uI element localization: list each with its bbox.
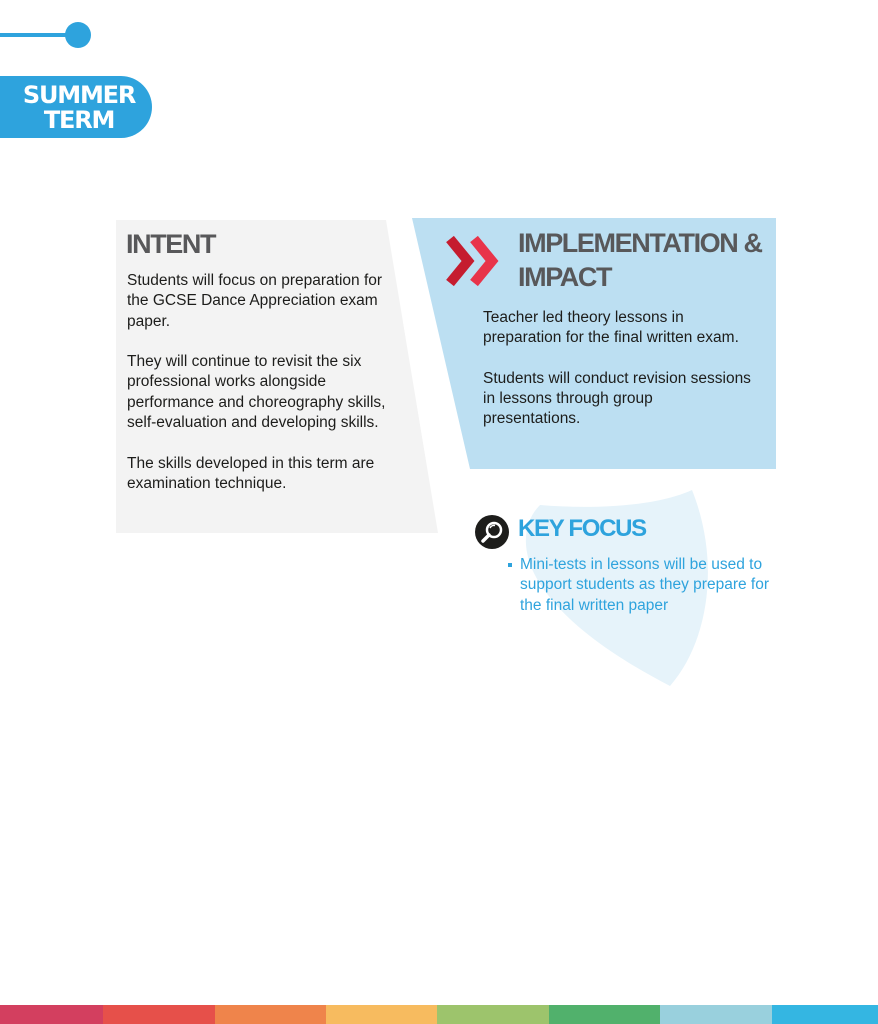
intent-paragraph: The skills developed in this term are examination technique.	[127, 454, 375, 492]
implementation-paragraph: Students will conduct revision sessions in lessons through group presentations.	[483, 369, 751, 428]
footer-segment	[437, 1005, 549, 1024]
term-label-line1: SUMMER	[22, 81, 136, 109]
term-label-line2: TERM	[43, 106, 115, 134]
intent-paragraph: Students will focus on preparation for the GCSE Dance Appreciation exam paper.	[127, 272, 383, 330]
footer-segment	[103, 1005, 215, 1024]
footer-segment	[0, 1005, 103, 1024]
intent-paragraph: They will continue to revisit the six professional works alongside performance and choreography skills, self-evaluation and developing skills.	[127, 353, 386, 432]
footer-color-bar	[0, 1005, 878, 1024]
implementation-body	[483, 308, 753, 450]
intent-body	[127, 271, 397, 515]
key-focus-list	[506, 555, 790, 616]
key-focus-item: Mini-tests in lessons will be used to support students as they prepare for the final written paper	[520, 555, 790, 616]
implementation-paragraph: Teacher led theory lessons in preparation for the final written exam.	[483, 309, 739, 347]
footer-segment	[660, 1005, 772, 1024]
footer-segment	[549, 1005, 660, 1024]
footer-segment	[215, 1005, 326, 1024]
footer-segment	[772, 1005, 878, 1024]
intent-title: INTENT	[126, 229, 216, 259]
footer-segment	[326, 1005, 437, 1024]
implementation-title: IMPLEMENTATION & IMPACT	[518, 228, 762, 292]
magnifier-icon	[475, 515, 509, 549]
key-focus-title: KEY FOCUS	[518, 515, 646, 542]
